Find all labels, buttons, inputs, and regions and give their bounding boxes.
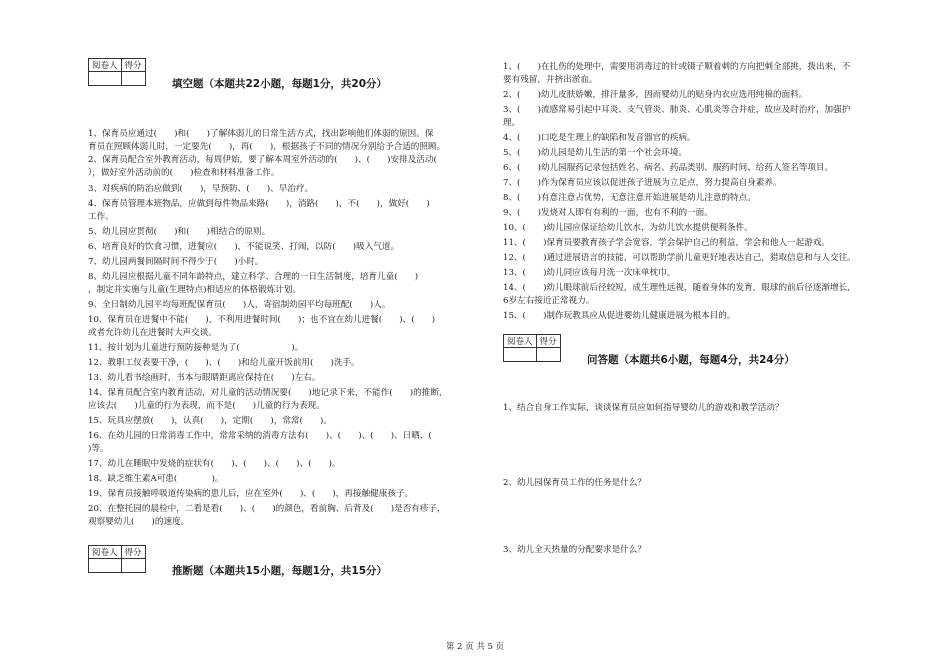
question-line: ，制定并实施与儿童(生理特点)相适应的体格锻炼计划。 [88, 285, 301, 295]
score-box-fill [88, 58, 146, 86]
question-line: 9、全日制幼儿园平均每班配保育员( )人，寄宿制幼园平均每班配( )人。 [88, 300, 391, 310]
section-title-qa: 问答题（本题共6小题，每题4分，共24分） [587, 354, 795, 366]
question-line: 15、( )制作玩教具应从促进婴幼儿健康进展为根本目的。 [503, 311, 736, 321]
question-line: 3、对疾病的防治应做到( )，早预防、( )、早治疗。 [88, 184, 314, 194]
question-line: 要有残留，并挤出淤血。 [503, 75, 598, 85]
question-line: )等。 [88, 444, 109, 454]
question-line: 9、( )发烧对人即有有利的一面，也有不利的一面。 [503, 208, 713, 218]
reviewer-label: 阅卷人 [89, 59, 122, 72]
question-line: 7、幼儿园两餐间隔时间不得少于( )小时。 [88, 257, 264, 267]
question-line: 11、( )保育员要教育孩子学会宽容，学会保护自己的利益，学会和他人一起游戏。 [503, 238, 831, 248]
page-footer: 第 2 页 共 5 页 [445, 642, 505, 652]
reviewer-label: 阅卷人 [89, 546, 122, 559]
question-line: 或者允许幼儿在进餐时大声交谈。 [88, 328, 217, 338]
score-box-judge [88, 545, 146, 573]
reviewer-cell[interactable] [504, 348, 537, 362]
score-label: 得分 [536, 335, 560, 348]
question-line: 4、保育员管理本班物品，应做到每件物品来路( )，消路( )，不( )，做好( ) [88, 199, 430, 209]
question-line: 3、( )流感常易引起中耳炎、支气管炎、肺炎、心肌炎等合并症，故应及时治疗，加强护 [503, 105, 851, 115]
score-cell[interactable] [536, 348, 560, 362]
question-line: 10、( )幼儿园应保证给幼儿饮水，为幼儿饮水提供便利条件。 [503, 223, 753, 233]
reviewer-cell[interactable] [89, 559, 122, 573]
question-line: 12、( )通过进展语言的技能，可以帮助学前儿童更好地表达自己，猎取信息和与人交往。 [503, 253, 856, 263]
score-label: 得分 [121, 546, 145, 559]
question-line: 13、幼儿看书绘画时，书本与眼睛距离应保持在( )左右。 [88, 373, 321, 383]
score-box-qa [503, 334, 561, 362]
question-line: 20、在整托园的晨检中，二看是看( )、( )的颜色，看前胸、后背及( )是否有疹子， [88, 504, 446, 514]
score-cell[interactable] [121, 559, 145, 573]
question-line: 1、( )在扎伤的处理中，需要用消毒过的针或镊子顺着刺的方向把刺全部挑，拨出来，不 [503, 62, 851, 72]
question-line: 5、幼儿园应贯彻( )和( )相结合的原则。 [88, 227, 271, 237]
question-line: 3、幼儿全天热量的分配要求是什么？ [503, 545, 646, 555]
question-line: 14、保育员配合室内教育活动，对儿童的活动情况要( )地记录下来，不能作( )的推断， [88, 388, 448, 398]
question-line: 1、保育员应通过( )和( )了解体弱儿的日常生活方式，找出影响他们体弱的原因。保 [88, 129, 434, 139]
question-line: 7、( )作为保育员应该以促进孩子进展为立足点，努力提高自身素养。 [503, 178, 782, 188]
question-line: 8、幼儿园应根据儿童不同年龄特点，建立科学、合理的一日生活制度，培育儿童( ) [88, 272, 419, 282]
question-line: 18、缺乏维生素A可患( )。 [88, 474, 224, 484]
score-label: 得分 [121, 59, 145, 72]
section-title-fill: 填空题（本题共22小题，每题1分，共20分） [172, 78, 388, 90]
question-line: 应该去( )儿童的行为表现，而不是( )儿童的行为表现。 [88, 401, 325, 411]
question-line: 11、按计划为儿童进行预防接种是为了( )。 [88, 343, 304, 353]
question-line: 5、( )幼儿园是幼儿生活的第一个社会环境。 [503, 148, 688, 158]
question-line: 6、( )幼儿园服药记录包括姓名、病名、药品类别、服药时间、给药人签名等项目。 [503, 163, 834, 173]
question-line: 4、( )口吃是生理上的缺陷和发音器官的疾病。 [503, 133, 696, 143]
question-line: 理。 [503, 118, 521, 128]
question-line: 2、保育员配合室外教育活动，每周伊始，要了解本周室外活动的( )、( )安排及活动( [88, 155, 437, 165]
question-line: 2、( )幼儿皮肤娇嫩，排汗量多，因而婴幼儿的贴身内衣应选用纯棉的面料。 [503, 90, 808, 100]
question-line: 观察婴幼儿( )的速度。 [88, 517, 190, 527]
question-line: 10、保育员在进餐中不能( )，不利用进餐时间( )；也不宜在幼儿进餐( )、( ) [88, 315, 436, 325]
question-line: 6岁左右接近正常视力。 [503, 296, 595, 306]
section-title-judge: 推断题（本题共15小题，每题1分，共15分） [172, 565, 388, 577]
question-line: 13、( )幼儿同应该每月洗一次床单枕巾。 [503, 268, 676, 278]
question-line: 2、幼儿园保育员工作的任务是什么？ [503, 478, 646, 488]
question-line: 16、在幼儿园的日常消毒工作中，常常采纳的消毒方法有( )、( )、( )、日晒、( [88, 431, 449, 441]
question-line: 1、结合自身工作实际，谈谈保育员应如何指导婴幼儿的游戏和教学活动？ [503, 403, 784, 413]
question-line: 14、( )幼儿眼球前后径较短，成生理性远视，随着身体的发育，眼球的前后径逐渐增长， [503, 283, 856, 293]
question-line: 12、教职工仪表要干净，( )、( )和给儿童开饭前用( )洗手。 [88, 358, 360, 368]
question-line: 8、( )有意注意占优势，无意注意开始进展是幼儿注意的特点。 [503, 193, 756, 203]
reviewer-label: 阅卷人 [504, 335, 537, 348]
question-line: 19、保育员接触呼吸道传染病的患儿后，应在室外( )、( )，再接触健康孩子。 [88, 489, 414, 499]
reviewer-cell[interactable] [89, 72, 122, 86]
question-line: 15、玩具应摆放( )，认真( )，定期( )，常常( )。 [88, 416, 333, 426]
score-cell[interactable] [121, 72, 145, 86]
question-line: 工作。 [88, 212, 114, 222]
question-line: 育员在照顾体弱儿时，一定要先( )，再( )，根据孩子不同的情况分别给予合适的照顾。 [88, 142, 446, 152]
question-line: ），做好室外活动前的( )检查和材料准备工作。 [88, 168, 280, 178]
question-line: 17、幼儿在睡眠中发烧的症状有( )、( )、( )、( )。 [88, 459, 341, 469]
question-line: 6、培育良好的饮食习惯，进餐应( )，不能说笑、打闹，以防( )吸入气道。 [88, 242, 400, 252]
